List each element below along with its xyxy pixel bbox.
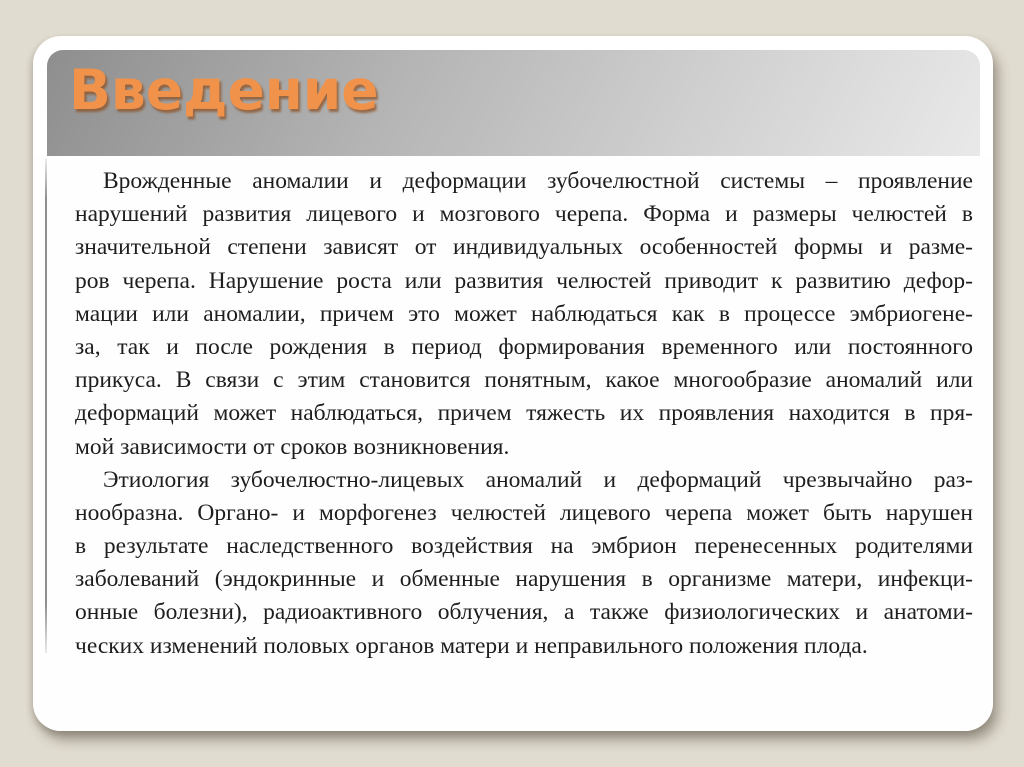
text-line: за, так и после рождения в период формирования временного или постоянного (75, 333, 973, 360)
paragraph-1 (75, 165, 973, 464)
paragraph-2 (75, 464, 973, 663)
text-line: заболеваний (эндокринные и обменные нарушения в организме матери, инфекци- (75, 566, 973, 593)
body-text (75, 165, 973, 663)
scanned-page-edge-line (45, 159, 47, 653)
text-line: ческих изменений половых органов матери и неправильного положения плода. (75, 632, 868, 659)
content-page (33, 156, 993, 731)
title-bar (47, 50, 980, 156)
text-line: онные болезни), радиоактивного облучения, а также физиологических и анатоми- (75, 599, 973, 626)
slide-card (33, 36, 993, 731)
text-line: прикуса. В связи с этим становится понятным, какое многообразие аномалий или (75, 367, 973, 394)
text-line: Врожденные аномалии и деформации зубочелюстной системы – проявление (103, 168, 973, 194)
text-line: нарушений развития лицевого и мозгового черепа. Форма и размеры челюстей в (75, 201, 973, 228)
text-line: ров черепа. Нарушение роста или развития челюстей приводит к развитию дефор- (75, 267, 973, 294)
text-line: Этиология зубочелюстно-лицевых аномалий и деформаций чрезвычайно раз- (103, 466, 973, 493)
text-line: деформаций может наблюдаться, причем тяжесть их проявления находится в пря- (75, 400, 973, 427)
slide-title: Введение (69, 58, 379, 122)
text-line: мой зависимости от сроков возникновения. (75, 433, 510, 460)
text-line: нообразна. Органо- и морфогенез челюстей лицевого черепа может быть нарушен (75, 499, 973, 526)
text-line: значительной степени зависят от индивидуальных особенностей формы и разме- (75, 234, 973, 261)
text-line: в результате наследственного воздействия на эмбрион перенесенных родителями (75, 533, 973, 560)
text-line: мации или аномалии, причем это может наблюдаться как в процессе эмбриогене- (75, 300, 973, 327)
